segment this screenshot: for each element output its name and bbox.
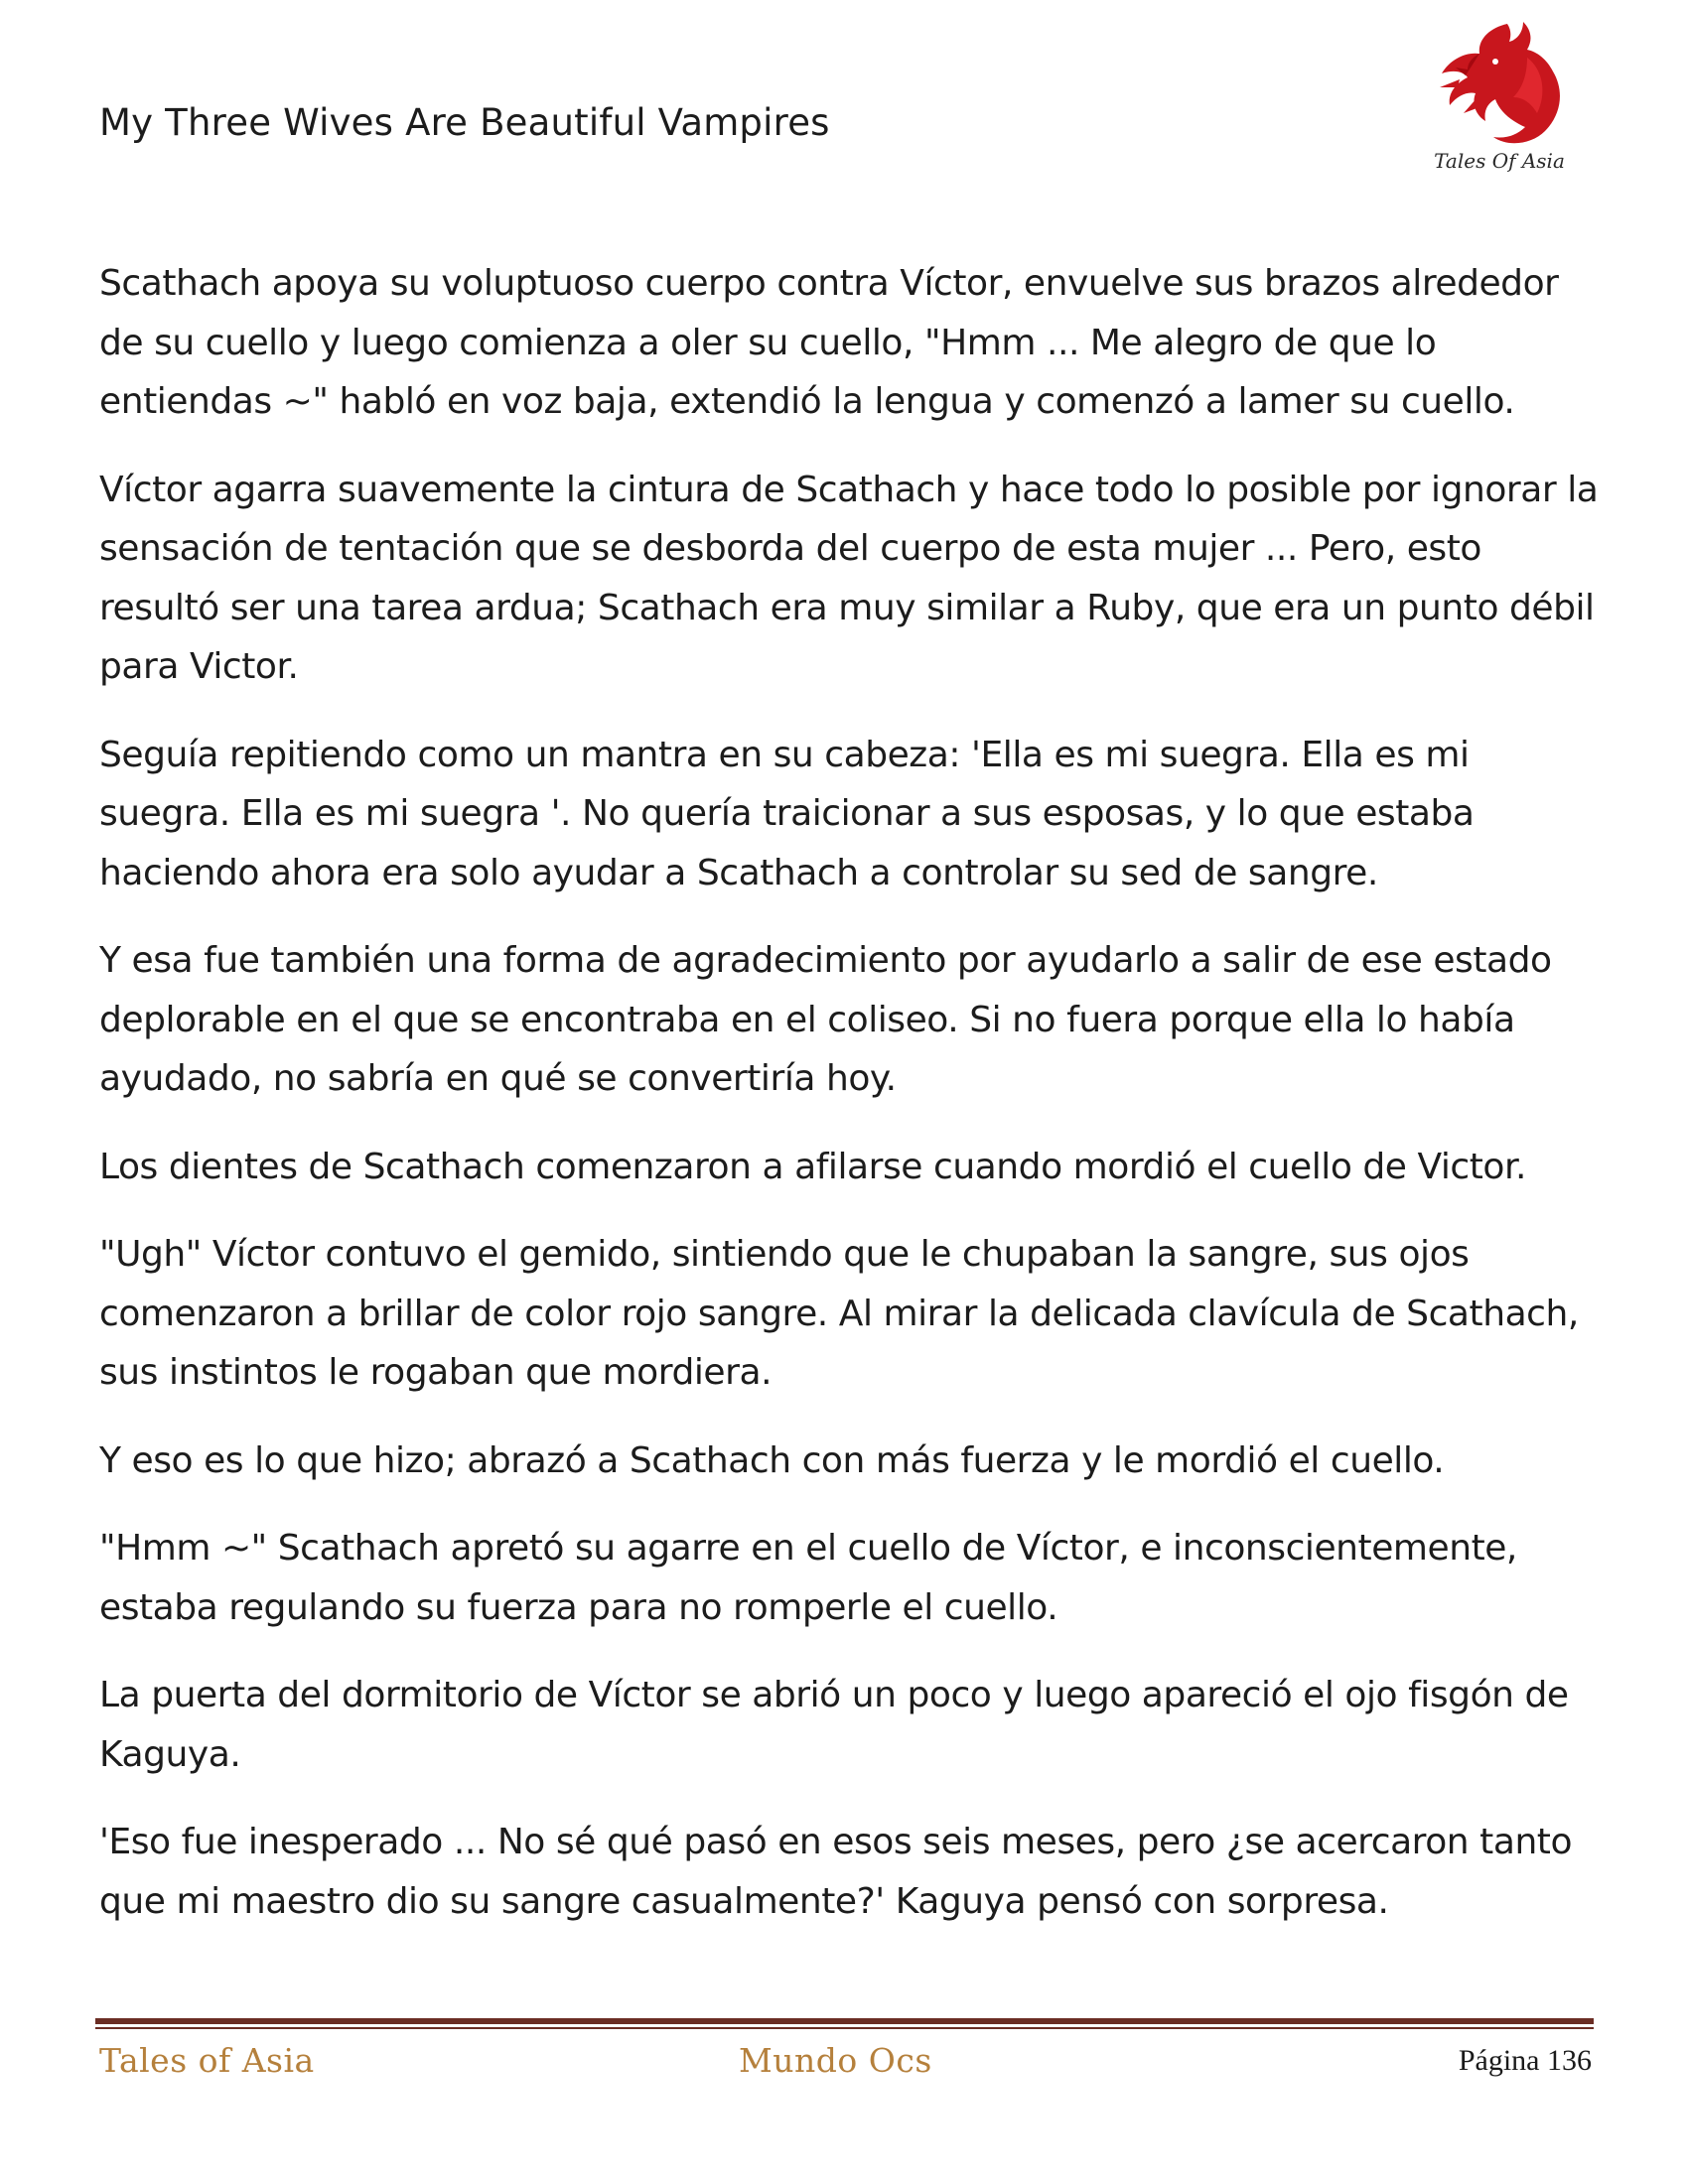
document-title: My Three Wives Are Beautiful Vampires [99,101,830,144]
paragraph: Y eso es lo que hizo; abrazó a Scathach con más fuerza y le mordió el cuello. [99,1439,1445,1481]
paragraph: "Hmm ~" Scathach apretó su agarre en el cuello de Víctor, e inconscientemente, estaba regulando su fuerza para no romperle el cuello. [99,1528,1517,1628]
paragraph: Y esa fue también una forma de agradecimiento por ayudarlo a salir de ese estado deplorable en el que se encontraba en el coliseo. Si no fuera porque ella lo había ayudado, no sabría en qué se convertiría hoy. [99,940,1552,1099]
paragraph: Víctor agarra suavemente la cintura de Scathach y hace todo lo posible por ignorar la sensación de tentación que se desborda del cuerpo de esta mujer ... Pero, esto resultó ser una tarea ardua; Scathach era muy similar a Ruby, que era un punto débil para Victor. [99,469,1599,687]
paragraph: Scathach apoya su voluptuoso cuerpo contra Víctor, envuelve sus brazos alrededor de su cuello y luego comienza a oler su cuello, "Hmm ... Me alegro de que lo entiendas ~" habló en voz baja, extendió la lengua y comenzó a lamer su cuello. [99,263,1559,422]
paragraph: "Ugh" Víctor contuvo el gemido, sintiendo que le chupaban la sangre, sus ojos comenzaron a brillar de color rojo sangre. Al mirar la delicada clavícula de Scathach, sus instintos le rogaban que mordiera. [99,1234,1579,1393]
paragraph: La puerta del dormitorio de Víctor se abrió un poco y luego apareció el ojo fisgón de Kaguya. [99,1675,1569,1775]
page-number: Página 136 [1458,2044,1592,2077]
footer-site-name: Tales of Asia [99,2041,315,2080]
paragraph: 'Eso fue inesperado ... No sé qué pasó en esos seis meses, pero ¿se acercaron tanto que mi maestro dio su sangre casualmente?' Kaguya pensó con sorpresa. [99,1822,1573,1922]
paragraph: Los dientes de Scathach comenzaron a afilarse cuando mordió el cuello de Victor. [99,1146,1527,1187]
tales-of-asia-logo [1420,18,1579,187]
red-dragon-icon [1420,18,1579,152]
paragraph: Seguía repitiendo como un mantra en su cabeza: 'Ella es mi suegra. Ella es mi suegra. Ella es mi suegra '. No quería traicionar a sus esposas, y lo que estaba haciendo ahora era solo ayudar a Scathach a controlar su sed de sangre. [99,734,1475,893]
footer-divider [95,2018,1594,2029]
chapter-body [99,254,1599,1960]
footer-divider-thin [95,2027,1594,2029]
footer-group-name: Mundo Ocs [739,2041,932,2080]
footer-divider-thick [95,2018,1594,2024]
logo-label: Tales Of Asia [1434,149,1565,173]
